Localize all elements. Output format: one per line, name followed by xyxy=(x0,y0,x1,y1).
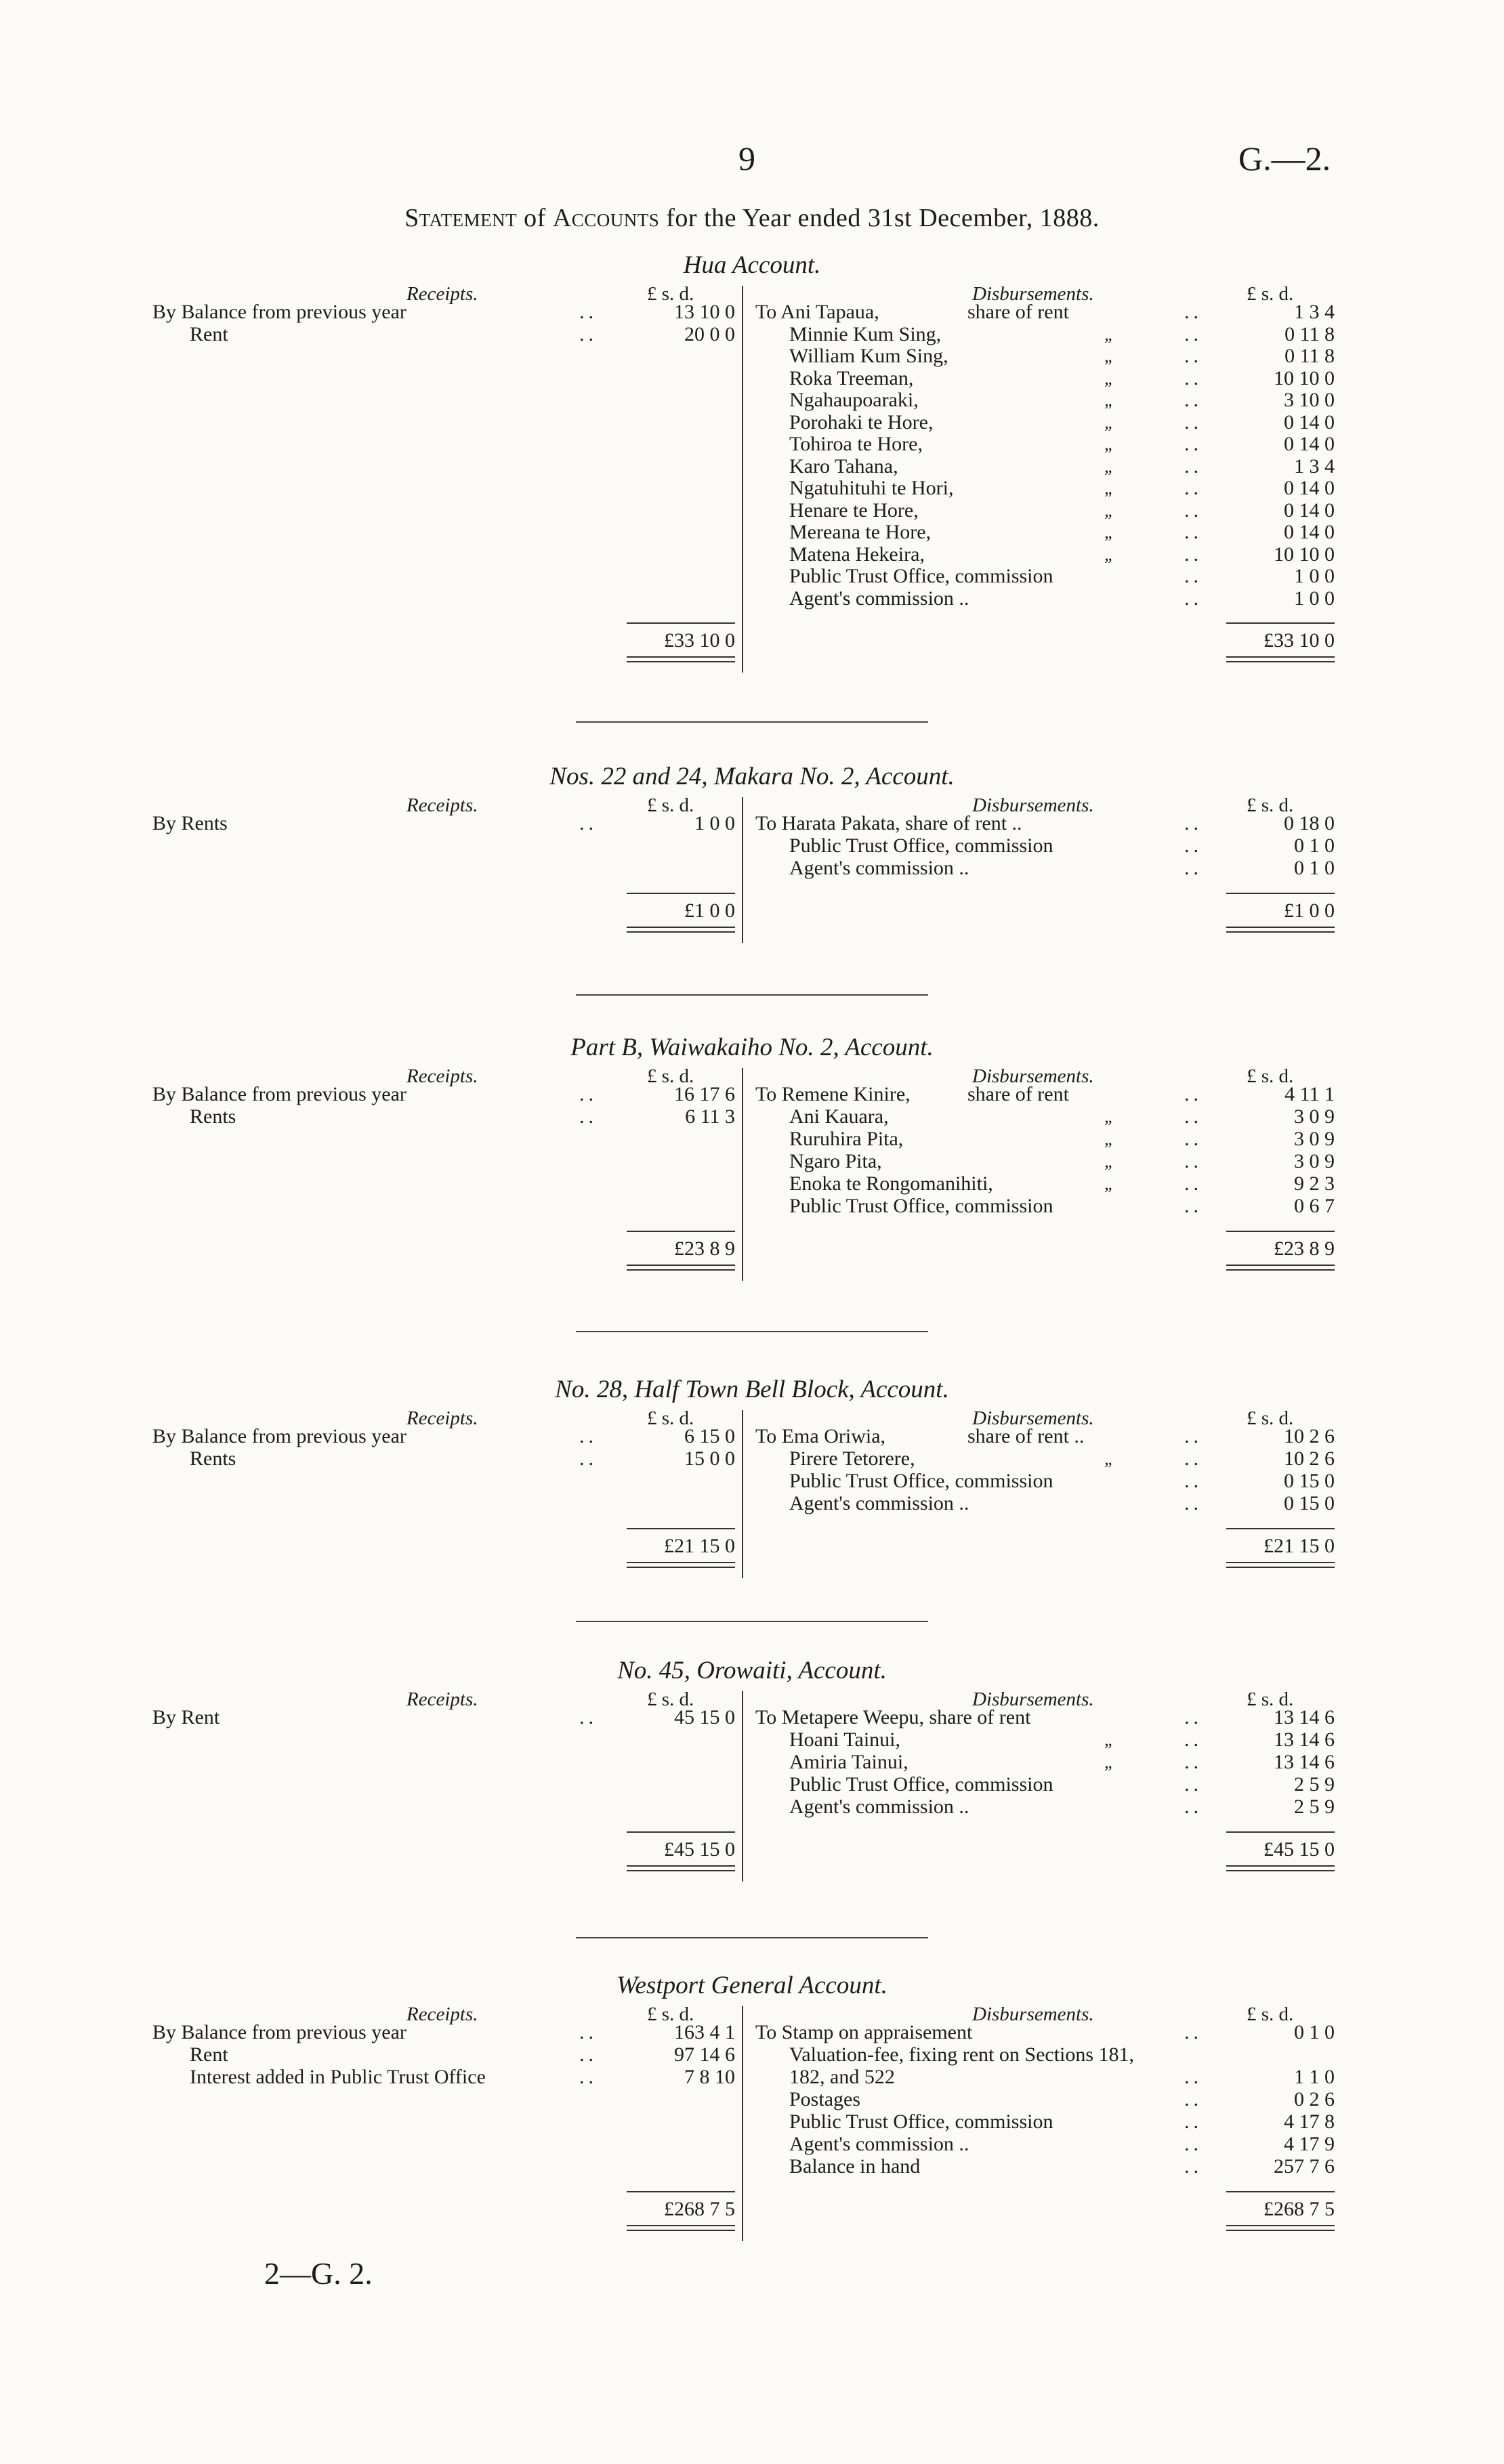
disbursement-label: 182, and 522 xyxy=(789,2066,895,2088)
section-separator xyxy=(576,1331,928,1332)
leader-dots: .. xyxy=(1184,2133,1203,2155)
leader-dots: .. xyxy=(1184,389,1203,411)
column-divider xyxy=(742,1691,743,1882)
receipt-amount: 97 14 6 xyxy=(674,2043,735,2066)
leader-dots: .. xyxy=(1184,1105,1203,1128)
disbursement-amount: 0 18 0 xyxy=(1284,812,1335,834)
disbursements-total-rule xyxy=(1226,1231,1335,1232)
disbursement-label: Ngaro Pita, xyxy=(789,1150,882,1172)
receipt-amount: 6 11 3 xyxy=(685,1105,735,1128)
disbursement-amount: 13 14 6 xyxy=(1274,1751,1335,1773)
ditto-mark: „ xyxy=(1104,434,1114,454)
account-title: Westport General Account. xyxy=(617,1972,887,1999)
disbursement-amount: 1 0 0 xyxy=(1294,565,1335,587)
leader-dots: .. xyxy=(1184,1773,1203,1796)
disbursement-amount: 3 0 9 xyxy=(1294,1105,1335,1128)
receipts-total-double-rule xyxy=(627,656,735,662)
disbursement-label: Ruruhira Pita, xyxy=(789,1128,904,1150)
disbursement-label: Ngatuhituhi te Hori, xyxy=(789,477,954,499)
disbursement-label: Minnie Kum Sing, xyxy=(789,322,942,345)
disbursement-amount: 13 14 6 xyxy=(1274,1728,1335,1751)
disbursement-label: Ani Kauara, xyxy=(789,1105,889,1128)
column-divider xyxy=(742,1068,743,1281)
receipt-amount: 20 0 0 xyxy=(684,322,735,345)
disbursement-amount: 0 14 0 xyxy=(1284,498,1335,522)
section-separator xyxy=(576,994,928,996)
leader-dots: .. xyxy=(1184,498,1203,522)
leader-dots: .. xyxy=(579,1083,598,1105)
page-number: 9 xyxy=(738,140,755,177)
ditto-mark: „ xyxy=(1104,412,1114,432)
disbursement-label: Porohaki te Hore, xyxy=(789,410,934,433)
disbursements-heading: Disbursements. xyxy=(972,283,1094,305)
receipt-amount: 163 4 1 xyxy=(674,2021,735,2043)
leader-dots: .. xyxy=(1184,410,1203,433)
leader-dots: .. xyxy=(1184,301,1203,323)
receipts-total-rule xyxy=(627,1528,735,1529)
leader-dots: .. xyxy=(1184,2110,1203,2133)
account-title: No. 28, Half Town Bell Block, Account. xyxy=(555,1376,949,1403)
leader-dots: .. xyxy=(1184,521,1203,543)
disbursement-amount: 2 5 9 xyxy=(1294,1796,1335,1818)
receipts-total: £268 7 5 xyxy=(664,2198,735,2220)
disbursement-amount: 0 15 0 xyxy=(1284,1470,1335,1492)
leader-dots: .. xyxy=(1184,2066,1203,2088)
disbursement-label: Karo Tahana, xyxy=(789,454,898,477)
disbursements-total-rule xyxy=(1226,1831,1335,1833)
disbursement-label: Henare te Hore, xyxy=(789,498,919,522)
share-note: share of rent .. xyxy=(967,1425,1085,1447)
receipts-money-heading: £ s. d. xyxy=(647,794,694,816)
disbursement-amount: 1 3 4 xyxy=(1294,301,1335,323)
disbursement-label: Amiria Tainui, xyxy=(789,1751,908,1773)
receipts-total: £1 0 0 xyxy=(684,899,735,922)
receipt-label: Interest added in Public Trust Office xyxy=(190,2066,486,2088)
disbursement-amount: 3 0 9 xyxy=(1294,1128,1335,1150)
leader-dots: .. xyxy=(1184,1706,1203,1728)
ditto-mark: „ xyxy=(1104,522,1114,542)
receipts-money-heading: £ s. d. xyxy=(647,1407,694,1429)
receipts-money-heading: £ s. d. xyxy=(647,283,694,305)
ditto-mark: „ xyxy=(1104,368,1114,388)
account-section xyxy=(0,251,1504,657)
section-separator xyxy=(576,721,928,723)
column-divider xyxy=(742,1410,743,1578)
disbursements-money-heading: £ s. d. xyxy=(1247,794,1294,816)
disbursements-money-heading: £ s. d. xyxy=(1247,1065,1294,1087)
leader-dots: .. xyxy=(579,1425,598,1447)
disbursement-amount: 0 1 0 xyxy=(1294,2021,1335,2043)
disbursement-label: Public Trust Office, commission xyxy=(789,565,1053,587)
disbursements-total-rule xyxy=(1226,1528,1335,1529)
disbursements-heading: Disbursements. xyxy=(972,1407,1094,1429)
receipts-total-rule xyxy=(627,1831,735,1833)
receipts-total-double-rule xyxy=(627,2225,735,2231)
leader-dots: .. xyxy=(1184,857,1203,879)
disbursement-label: Tohiroa te Hore, xyxy=(789,433,923,455)
disbursement-amount: 0 1 0 xyxy=(1294,834,1335,857)
disbursement-label: Postages xyxy=(789,2088,860,2110)
disbursement-amount: 0 2 6 xyxy=(1294,2088,1335,2110)
disbursements-total-rule xyxy=(1226,893,1335,894)
disbursement-amount: 257 7 6 xyxy=(1274,2155,1335,2178)
account-title: Hua Account. xyxy=(683,251,821,279)
receipts-money-heading: £ s. d. xyxy=(647,2003,694,2025)
receipts-total-rule xyxy=(627,893,735,894)
disbursement-label: Ngahaupoaraki, xyxy=(789,389,919,411)
leader-dots: .. xyxy=(579,1105,598,1128)
disbursement-label: William Kum Sing, xyxy=(789,345,948,367)
disbursements-money-heading: £ s. d. xyxy=(1247,283,1294,305)
disbursement-label: Agent's commission .. xyxy=(789,587,969,610)
leader-dots: .. xyxy=(1184,812,1203,834)
disbursement-label: Agent's commission .. xyxy=(789,2133,969,2155)
ditto-mark: „ xyxy=(1104,456,1114,476)
disbursement-label: Public Trust Office, commission xyxy=(789,1195,1053,1217)
ditto-mark: „ xyxy=(1104,500,1114,520)
leader-dots: .. xyxy=(579,812,598,834)
leader-dots: .. xyxy=(1184,1492,1203,1514)
section-separator xyxy=(576,1621,928,1622)
receipt-label: By Balance from previous year xyxy=(152,2021,406,2043)
disbursements-total: £1 0 0 xyxy=(1284,899,1335,922)
document-reference: G.—2. xyxy=(1238,140,1331,177)
disbursements-money-heading: £ s. d. xyxy=(1247,2003,1294,2025)
leader-dots: .. xyxy=(1184,2155,1203,2178)
disbursement-amount: 0 11 8 xyxy=(1284,322,1335,345)
leader-dots: .. xyxy=(1184,565,1203,587)
ditto-mark: „ xyxy=(1104,1107,1114,1126)
leader-dots: .. xyxy=(1184,1150,1203,1172)
disbursement-label: Agent's commission .. xyxy=(789,857,969,879)
disbursement-amount: 13 14 6 xyxy=(1274,1706,1335,1728)
page-header xyxy=(0,139,1504,186)
disbursement-amount: 9 2 3 xyxy=(1294,1172,1335,1195)
disbursement-amount: 0 14 0 xyxy=(1284,521,1335,543)
disbursement-amount: 10 2 6 xyxy=(1284,1447,1335,1470)
disbursement-amount: 0 1 0 xyxy=(1294,857,1335,879)
disbursement-amount: 0 11 8 xyxy=(1284,345,1335,367)
receipts-total: £21 15 0 xyxy=(664,1535,735,1557)
leader-dots: .. xyxy=(1184,1728,1203,1751)
footer-signature: 2—G. 2. xyxy=(264,2256,373,2291)
leader-dots: .. xyxy=(579,301,598,323)
section-separator xyxy=(576,1937,928,1938)
leader-dots: .. xyxy=(1184,834,1203,857)
disbursements-heading: Disbursements. xyxy=(972,1688,1094,1710)
disbursement-amount: 0 14 0 xyxy=(1284,477,1335,499)
disbursement-amount: 1 3 4 xyxy=(1294,454,1335,477)
disbursement-label: To Stamp on appraisement xyxy=(755,2021,973,2043)
disbursements-total-double-rule xyxy=(1226,1265,1335,1271)
receipts-money-heading: £ s. d. xyxy=(647,1688,694,1710)
disbursement-amount: 1 1 0 xyxy=(1294,2066,1335,2088)
receipt-amount: 45 15 0 xyxy=(674,1706,735,1728)
account-title: Nos. 22 and 24, Makara No. 2, Account. xyxy=(549,763,955,790)
receipt-amount: 16 17 6 xyxy=(674,1083,735,1105)
disbursement-label: To Harata Pakata, share of rent .. xyxy=(755,812,1022,834)
receipt-label: Rent xyxy=(190,2043,228,2066)
disbursements-heading: Disbursements. xyxy=(972,794,1094,816)
receipts-total-double-rule xyxy=(627,1865,735,1871)
leader-dots: .. xyxy=(1184,322,1203,345)
leader-dots: .. xyxy=(1184,1425,1203,1447)
leader-dots: .. xyxy=(579,1706,598,1728)
receipts-money-heading: £ s. d. xyxy=(647,1065,694,1087)
account-title: No. 45, Orowaiti, Account. xyxy=(617,1657,887,1684)
receipts-total-double-rule xyxy=(627,927,735,933)
ditto-mark: „ xyxy=(1104,1752,1114,1772)
disbursement-amount: 10 10 0 xyxy=(1274,366,1335,389)
receipts-heading: Receipts. xyxy=(406,1688,478,1710)
disbursement-amount: 0 6 7 xyxy=(1294,1195,1335,1217)
leader-dots: .. xyxy=(1184,1447,1203,1470)
disbursement-label: Public Trust Office, commission xyxy=(789,2110,1053,2133)
ditto-mark: „ xyxy=(1104,1174,1114,1193)
receipt-label: Rents xyxy=(190,1447,236,1470)
ditto-mark: „ xyxy=(1104,324,1114,344)
leader-dots: .. xyxy=(1184,477,1203,499)
leader-dots: .. xyxy=(1184,1470,1203,1492)
receipts-heading: Receipts. xyxy=(406,794,478,816)
disbursements-total-double-rule xyxy=(1226,1865,1335,1871)
receipts-total-rule xyxy=(627,1231,735,1232)
receipts-heading: Receipts. xyxy=(406,2003,478,2025)
disbursement-label: Balance in hand xyxy=(789,2155,921,2178)
leader-dots: .. xyxy=(1184,1128,1203,1150)
receipt-label: Rents xyxy=(190,1105,236,1128)
disbursement-label: Public Trust Office, commission xyxy=(789,1470,1053,1492)
leader-dots: .. xyxy=(579,322,598,345)
disbursement-amount: 0 14 0 xyxy=(1284,410,1335,433)
leader-dots: .. xyxy=(1184,1796,1203,1818)
disbursement-label: To Ema Oriwia, xyxy=(755,1425,886,1447)
disbursements-total-double-rule xyxy=(1226,927,1335,933)
disbursement-amount: 3 0 9 xyxy=(1294,1150,1335,1172)
disbursement-amount: 1 0 0 xyxy=(1294,587,1335,610)
leader-dots: .. xyxy=(579,2043,598,2066)
disbursements-total-rule xyxy=(1226,2191,1335,2192)
disbursement-label: Pirere Tetorere, xyxy=(789,1447,915,1470)
disbursement-label: Matena Hekeira, xyxy=(789,543,925,566)
receipts-total-double-rule xyxy=(627,1265,735,1271)
disbursements-money-heading: £ s. d. xyxy=(1247,1407,1294,1429)
receipts-total: £23 8 9 xyxy=(674,1237,735,1260)
ditto-mark: „ xyxy=(1104,1129,1114,1149)
receipt-amount: 6 15 0 xyxy=(684,1425,735,1447)
receipt-label: By Balance from previous year xyxy=(152,301,406,323)
disbursements-total-rule xyxy=(1226,622,1335,624)
receipts-heading: Receipts. xyxy=(406,283,478,305)
disbursements-total: £33 10 0 xyxy=(1263,629,1335,652)
receipts-heading: Receipts. xyxy=(406,1407,478,1429)
receipts-total-double-rule xyxy=(627,1562,735,1568)
disbursement-label: Roka Treeman, xyxy=(789,366,914,389)
disbursement-label: Enoka te Rongomanihiti, xyxy=(789,1172,993,1195)
receipts-total: £45 15 0 xyxy=(664,1838,735,1861)
disbursements-total-double-rule xyxy=(1226,2225,1335,2231)
column-divider xyxy=(742,797,743,943)
receipt-label: By Rent xyxy=(152,1706,220,1728)
receipt-label: Rent xyxy=(190,322,228,345)
disbursement-label: Agent's commission .. xyxy=(789,1492,969,1514)
receipt-amount: 13 10 0 xyxy=(674,301,735,323)
disbursement-amount: 4 17 8 xyxy=(1284,2110,1335,2133)
leader-dots: .. xyxy=(1184,2088,1203,2110)
receipt-amount: 7 8 10 xyxy=(684,2066,735,2088)
ditto-mark: „ xyxy=(1104,1730,1114,1749)
ditto-mark: „ xyxy=(1104,1151,1114,1171)
leader-dots: .. xyxy=(1184,345,1203,367)
share-note: share of rent xyxy=(967,301,1069,323)
receipts-total-rule xyxy=(627,2191,735,2192)
leader-dots: .. xyxy=(1184,587,1203,610)
disbursement-label: Valuation-fee, fixing rent on Sections 181, xyxy=(789,2043,1135,2066)
disbursements-total-double-rule xyxy=(1226,1562,1335,1568)
ditto-mark: „ xyxy=(1104,478,1114,498)
disbursement-amount: 0 15 0 xyxy=(1284,1492,1335,1514)
disbursement-label: Public Trust Office, commission xyxy=(789,834,1053,857)
receipt-amount: 1 0 0 xyxy=(694,812,735,834)
leader-dots: .. xyxy=(1184,454,1203,477)
leader-dots: .. xyxy=(1184,1751,1203,1773)
disbursements-total: £21 15 0 xyxy=(1263,1535,1335,1557)
receipts-total-rule xyxy=(627,622,735,624)
receipt-label: By Balance from previous year xyxy=(152,1083,406,1105)
leader-dots: .. xyxy=(1184,1172,1203,1195)
disbursements-total: £45 15 0 xyxy=(1263,1838,1335,1861)
disbursement-label: Public Trust Office, commission xyxy=(789,1773,1053,1796)
ditto-mark: „ xyxy=(1104,1449,1114,1468)
receipts-heading: Receipts. xyxy=(406,1065,478,1087)
leader-dots: .. xyxy=(1184,433,1203,455)
leader-dots: .. xyxy=(1184,1083,1203,1105)
leader-dots: .. xyxy=(579,1447,598,1470)
disbursement-amount: 10 10 0 xyxy=(1274,543,1335,566)
ditto-mark: „ xyxy=(1104,390,1114,410)
disbursement-amount: 2 5 9 xyxy=(1294,1773,1335,1796)
account-section xyxy=(0,1971,1504,2377)
leader-dots: .. xyxy=(1184,1195,1203,1217)
receipt-amount: 15 0 0 xyxy=(684,1447,735,1470)
disbursements-total: £23 8 9 xyxy=(1274,1237,1335,1260)
receipts-total: £33 10 0 xyxy=(664,629,735,652)
leader-dots: .. xyxy=(1184,543,1203,566)
leader-dots: .. xyxy=(1184,366,1203,389)
disbursements-heading: Disbursements. xyxy=(972,2003,1094,2025)
disbursements-total: £268 7 5 xyxy=(1263,2198,1335,2220)
leader-dots: .. xyxy=(1184,2021,1203,2043)
receipt-label: By Rents xyxy=(152,812,228,834)
disbursement-label: Agent's commission .. xyxy=(789,1796,969,1818)
disbursement-amount: 10 2 6 xyxy=(1284,1425,1335,1447)
disbursement-label: To Metapere Weepu, share of rent xyxy=(755,1706,1031,1728)
disbursement-amount: 4 11 1 xyxy=(1284,1083,1335,1105)
ditto-mark: „ xyxy=(1104,544,1114,564)
column-divider xyxy=(742,286,743,673)
disbursement-label: Hoani Tainui, xyxy=(789,1728,900,1751)
receipt-label: By Balance from previous year xyxy=(152,1425,406,1447)
disbursements-total-double-rule xyxy=(1226,656,1335,662)
disbursement-amount: 0 14 0 xyxy=(1284,433,1335,455)
page-title: Statement of Accounts for the Year ended 31st December, 1888. xyxy=(404,204,1100,232)
disbursement-label: To Remene Kinire, xyxy=(755,1083,911,1105)
leader-dots: .. xyxy=(579,2066,598,2088)
disbursement-amount: 3 10 0 xyxy=(1284,389,1335,411)
share-note: share of rent xyxy=(967,1083,1069,1105)
column-divider xyxy=(742,2006,743,2241)
account-title: Part B, Waiwakaiho No. 2, Account. xyxy=(570,1034,934,1061)
disbursements-heading: Disbursements. xyxy=(972,1065,1094,1087)
disbursement-label: To Ani Tapaua, xyxy=(755,301,879,323)
disbursements-money-heading: £ s. d. xyxy=(1247,1688,1294,1710)
disbursement-amount: 4 17 9 xyxy=(1284,2133,1335,2155)
ditto-mark: „ xyxy=(1104,346,1114,366)
disbursement-label: Mereana te Hore, xyxy=(789,521,932,543)
leader-dots: .. xyxy=(579,2021,598,2043)
